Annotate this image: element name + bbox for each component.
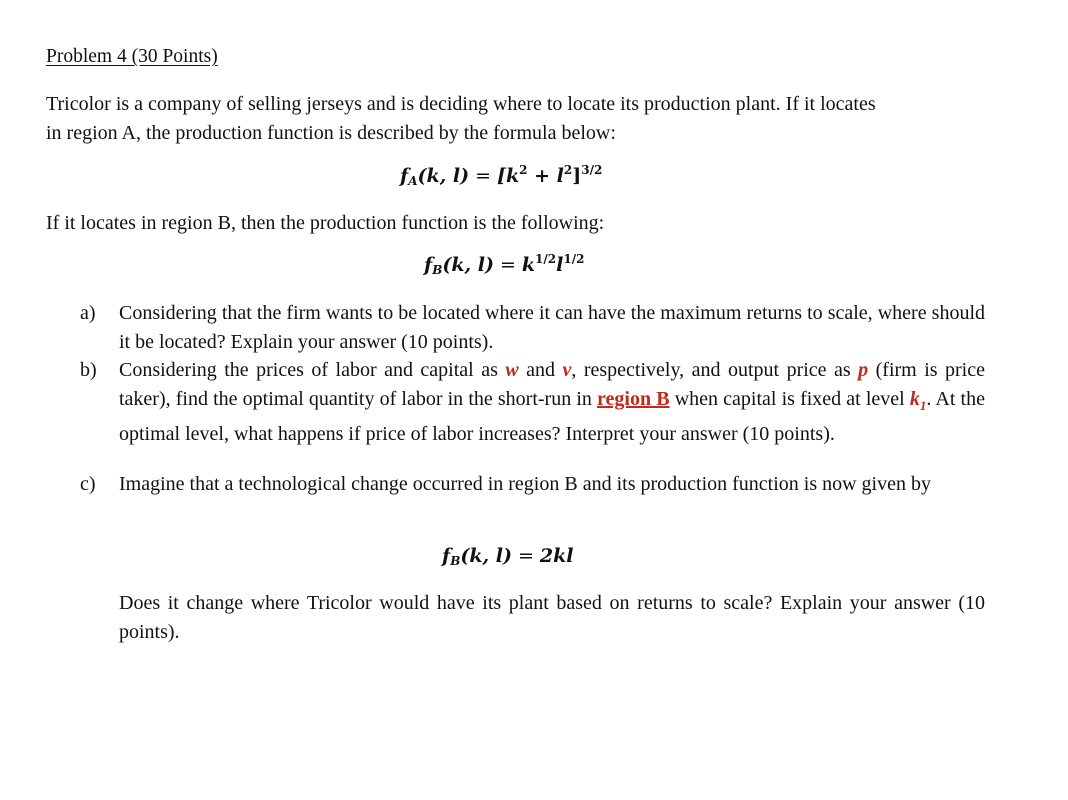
intro-paragraph <box>46 90 986 147</box>
list-item-b <box>80 356 985 449</box>
item-b-t2: and <box>518 359 563 381</box>
wage-variable: w <box>505 359 519 381</box>
item-b-t5: when capital is fixed at level <box>669 387 910 410</box>
region-b-highlight: region B <box>597 387 670 410</box>
formula-a-exp2: 2 <box>563 163 573 177</box>
formula-b-l-exp: 1/2 <box>563 252 585 266</box>
formula-c-sub: B <box>450 554 461 568</box>
formula-b-k-exp: 1/2 <box>535 252 557 266</box>
formula-a-f: f <box>400 165 409 187</box>
item-b-t1: Considering the prices of labor and capital as <box>119 359 506 381</box>
intro-line-1: Tricolor is a company of selling jerseys and is deciding where to locate its production plant. If it locates <box>46 93 876 115</box>
followup-question: Does it change where Tricolor would have its plant based on returns to scale? Explain your answer (10 points). <box>119 592 985 643</box>
formula-b-f: f <box>424 254 433 276</box>
region-b-line: If it locates in region B, then the production function is the following: <box>46 212 605 234</box>
formula-c-f: f <box>442 545 451 567</box>
formula-b-args: (k, l) <box>442 254 494 276</box>
item-a-marker: a) <box>80 302 96 324</box>
formula-a-rhs-open: [k <box>497 165 520 187</box>
formula-b-l: l <box>556 254 564 276</box>
formula-a-exp1: 2 <box>519 163 528 177</box>
formula-b-sub: B <box>432 263 443 277</box>
formula-c-rhs: 2kl <box>539 545 574 567</box>
capital-k: k <box>909 387 920 410</box>
intro-line-2: in region A, the production function is described by the formula below: <box>46 121 616 144</box>
list-item-c <box>80 470 985 499</box>
list-item-a <box>80 299 985 356</box>
item-c-text: Imagine that a technological change occurred in region B and its production function is now given by <box>119 473 931 495</box>
formula-c-eq: = <box>517 545 534 567</box>
formula-b-eq: = <box>499 254 516 276</box>
formula-a-args: (k, l) <box>417 165 470 187</box>
formula-a-sub: A <box>408 174 418 188</box>
item-c-marker: c) <box>80 473 96 495</box>
rental-variable: v <box>562 359 572 381</box>
formula-region-b-new <box>442 545 573 568</box>
item-b-t6: . At the optimal level, what happens if price of labor increases? Interpret your answer (10 points). <box>119 387 985 445</box>
price-variable: p <box>858 359 869 381</box>
item-b-t4: (firm is price taker), find the optimal quantity of labor in the short-run in <box>119 359 985 410</box>
item-b-text <box>119 356 985 449</box>
item-b-marker: b) <box>80 359 97 381</box>
formula-a-eq: = <box>475 165 492 187</box>
item-a-text: Considering that the firm wants to be located where it can have the maximum returns to scale, where should it be located? Explain your answer (10 points). <box>119 302 985 353</box>
problem-heading: Problem 4 (30 Points) <box>46 46 218 67</box>
capital-level-variable <box>909 387 927 413</box>
formula-region-b <box>424 252 584 277</box>
formula-b-k: k <box>521 254 536 276</box>
formula-a-exp3: 3/2 <box>581 163 603 177</box>
formula-a-rhs-plus: + l <box>527 165 564 187</box>
formula-c-args: (k, l) <box>460 545 512 567</box>
capital-k-sub: 1 <box>919 397 927 413</box>
formula-a-rhs-close: ] <box>572 165 582 187</box>
region-b-paragraph <box>46 209 986 238</box>
item-b-t3: , respectively, and output price as <box>571 359 859 381</box>
formula-region-a <box>400 163 602 188</box>
